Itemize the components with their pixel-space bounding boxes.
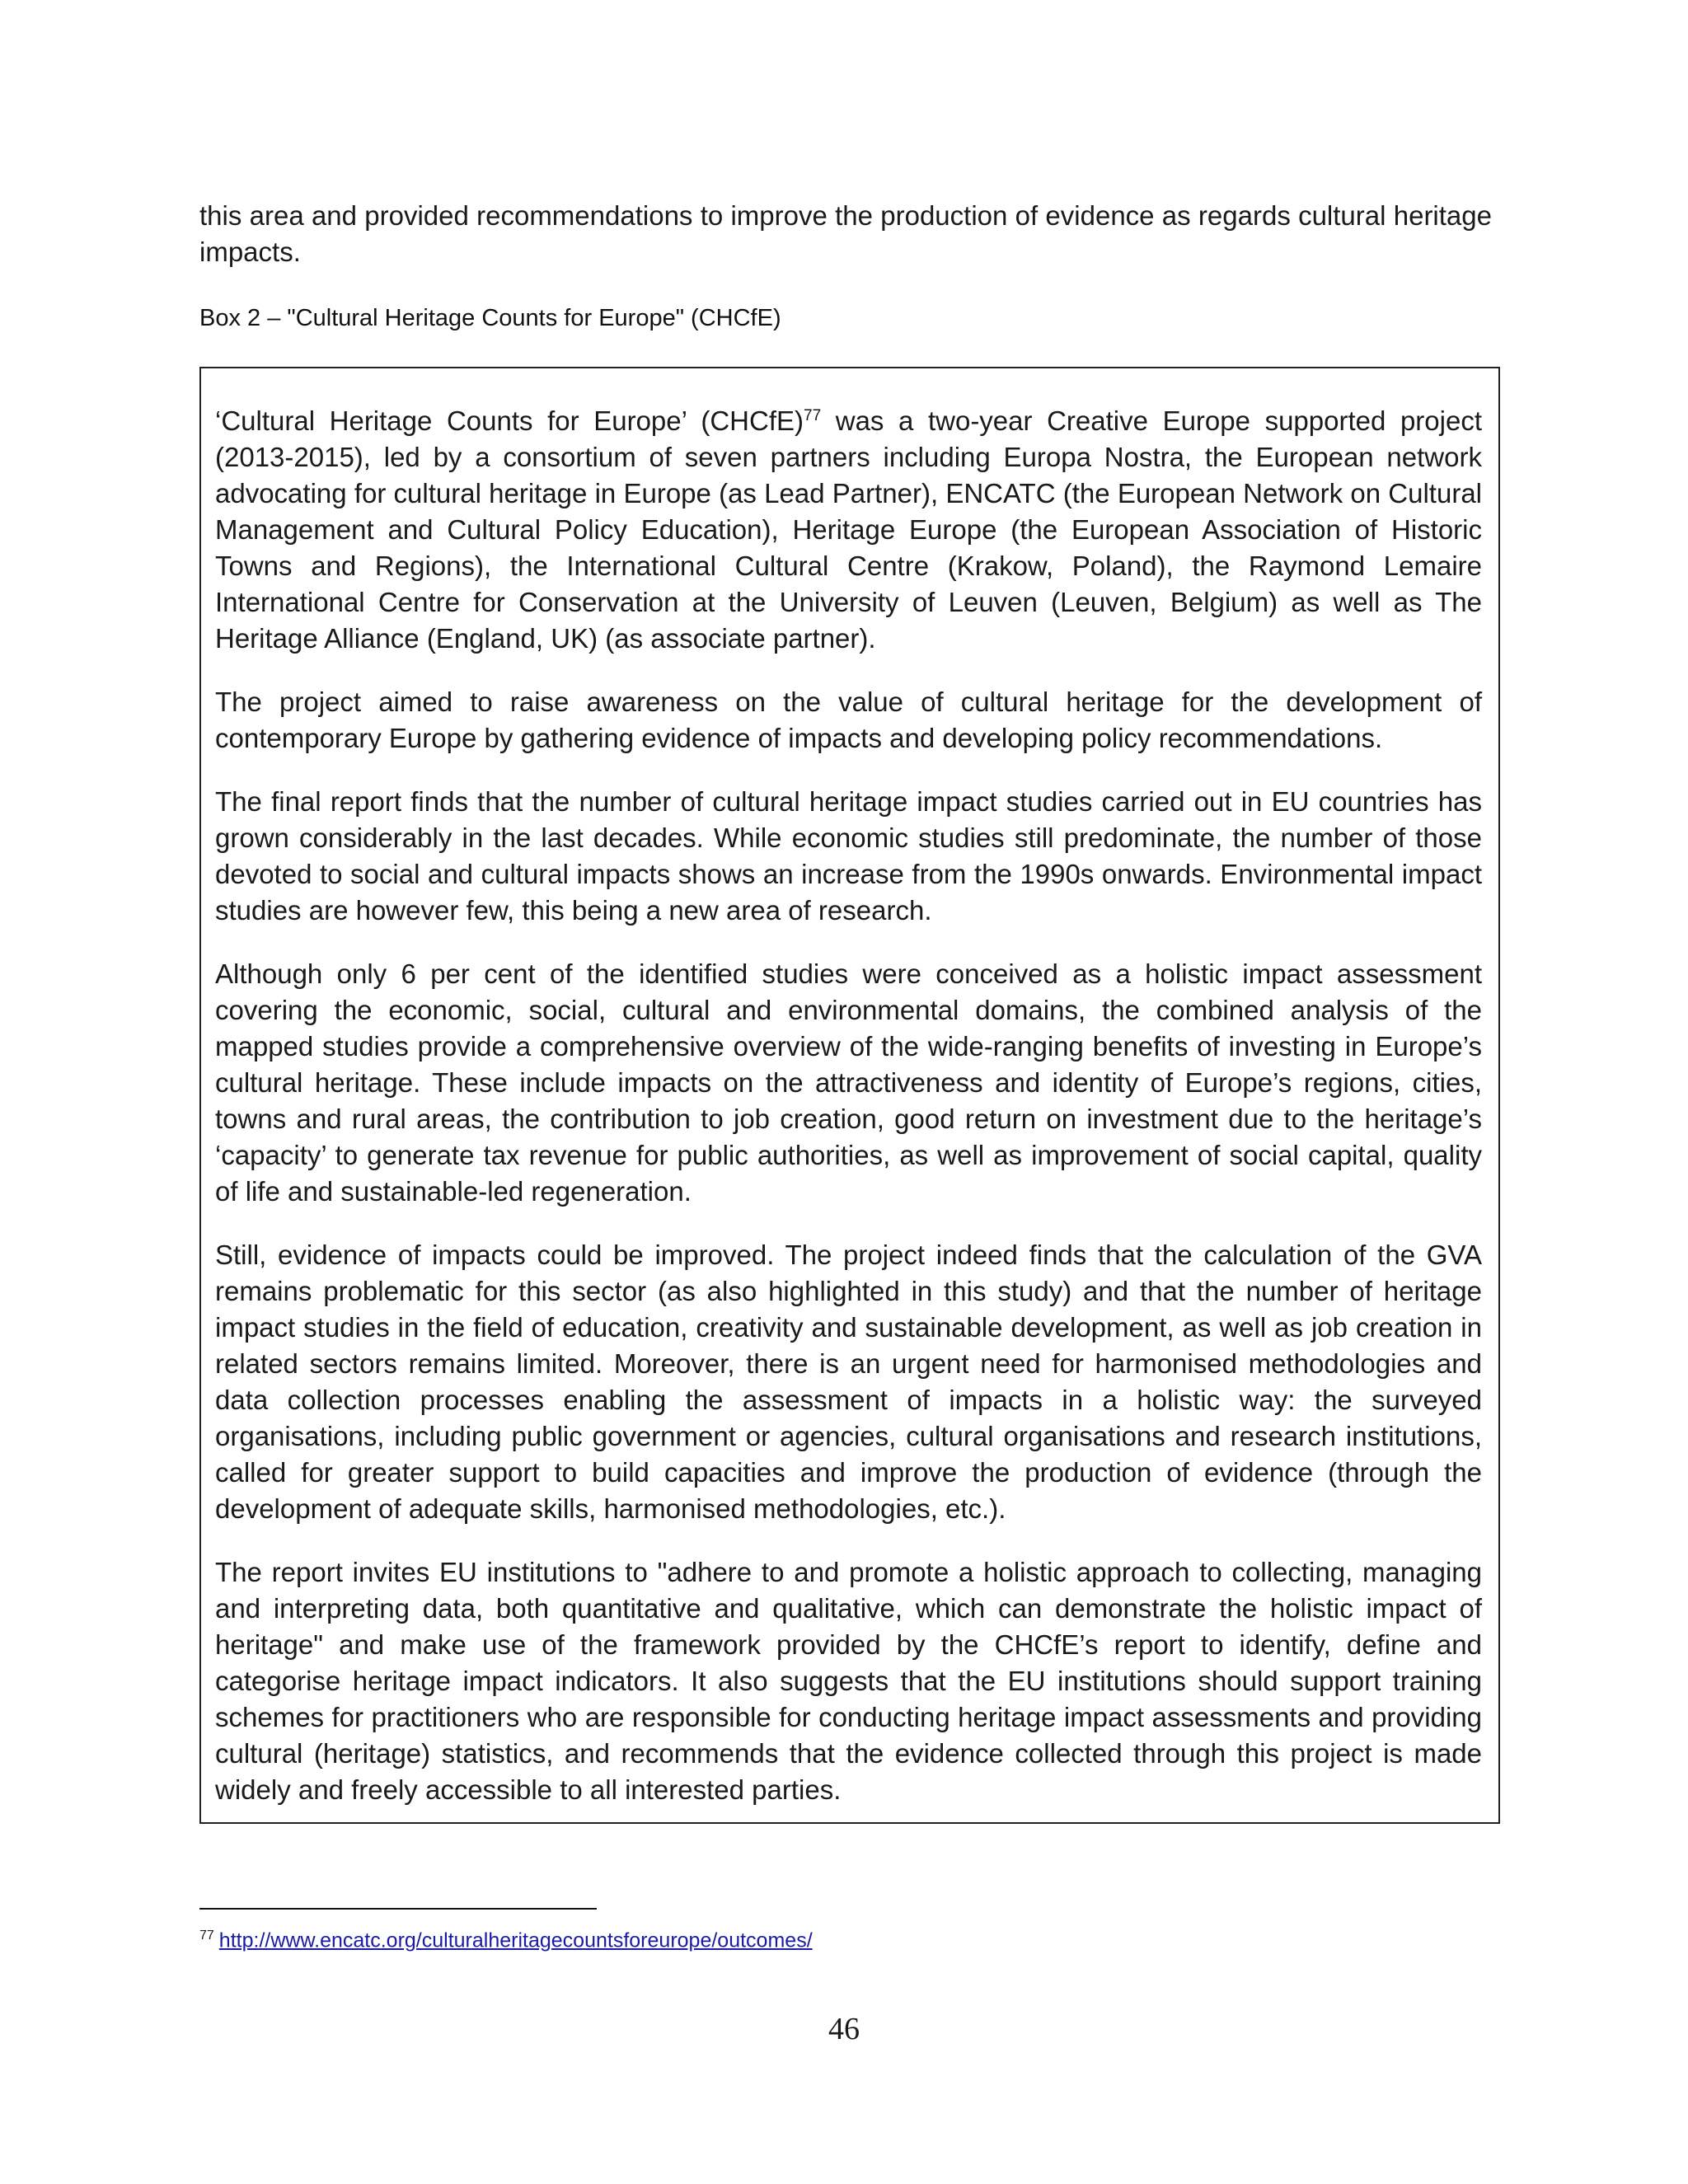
box-paragraph-1 [215, 403, 1482, 657]
box-paragraph-2: The project aimed to raise awareness on the value of cultural heritage for the development of contemporary Europe by gathering evidence of impacts and developing policy recommendations. [215, 687, 1482, 753]
footnote-link[interactable]: http://www.encatc.org/culturalheritagecountsforeurope/outcomes/ [218, 1929, 813, 1952]
footnote-reference[interactable]: 77 [804, 407, 822, 424]
box-paragraph-1-start: ‘Cultural Heritage Counts for Europe’ (CHCfE) [215, 405, 804, 436]
footnote-number: 77 [199, 1929, 214, 1943]
text-box [199, 367, 1500, 1824]
box-paragraph-4: Although only 6 per cent of the identified studies were conceived as a holistic impact assessment covering the economic, social, cultural and environmental domains, the combined analysis of the mapped studies provide a comprehensive overview of the wide-ranging benefits of investing in Europe’s cultural heritage. These include impacts on the attractiveness and identity of Europe’s regions, cities, towns and rural areas, the contribution to job creation, good return on investment due to the heritage’s ‘capacity’ to generate tax revenue for public authorities, as well as improvement of social capital, quality of life and sustainable-led regeneration. [215, 958, 1482, 1207]
page-number: 46 [828, 2012, 860, 2046]
box-paragraph-3: The final report finds that the number of cultural heritage impact studies carried out in EU countries has grown considerably in the last decades. While economic studies still predominate, the number of those devoted to social and cultural impacts shows an increase from the 1990s onwards. Environmental impact studies are however few, this being a new area of research. [215, 786, 1482, 926]
footnote [199, 1923, 813, 1953]
intro-paragraph: this area and provided recommendations to improve the production of evidence as regards cultural heritage impacts. [199, 200, 1492, 267]
box-paragraph-5: Still, evidence of impacts could be improved. The project indeed finds that the calculation of the GVA remains problematic for this sector (as also highlighted in this study) and that the number of heritage impact studies in the field of education, creativity and sustainable development, as well as job creation in related sectors remains limited. Moreover, there is an urgent need for harmonised methodologies and data collection processes enabling the assessment of impacts in a holistic way: the surveyed organisations, including public government or agencies, cultural organisations and research institutions, called for greater support to build capacities and improve the production of evidence (through the development of adequate skills, harmonised methodologies, etc.). [215, 1240, 1482, 1524]
box-paragraph-1-end: was a two-year Creative Europe supported project (2013-2015), led by a consortium of seven partners including Europa Nostra, the European network advocating for cultural heritage in Europe (as Lead Partner), ENCATC (the European Network on Cultural Management and Cultural Policy Education), Heritage Europe (the European Association of Historic Towns and Regions), the International Cultural Centre (Krakow, Poland), the Raymond Lemaire International Centre for Conservation at the University of Leuven (Leuven, Belgium) as well as The Heritage Alliance (England, UK) (as associate partner). [215, 405, 1483, 654]
box-title: Box 2 – "Cultural Heritage Counts for Europe" (CHCfE) [199, 305, 781, 331]
footnote-separator [199, 1908, 597, 1910]
box-paragraph-6: The report invites EU institutions to "adhere to and promote a holistic approach to collecting, managing and interpreting data, both quantitative and qualitative, which can demonstrate the holistic impact of heritage" and make use of the framework provided by the CHCfE’s report to identify, define and categorise heritage impact indicators. It also suggests that the EU institutions should support training schemes for practitioners who are responsible for conducting heritage impact assessments and providing cultural (heritage) statistics, and recommends that the evidence collected through this project is made widely and freely accessible to all interested parties. [215, 1557, 1482, 1805]
